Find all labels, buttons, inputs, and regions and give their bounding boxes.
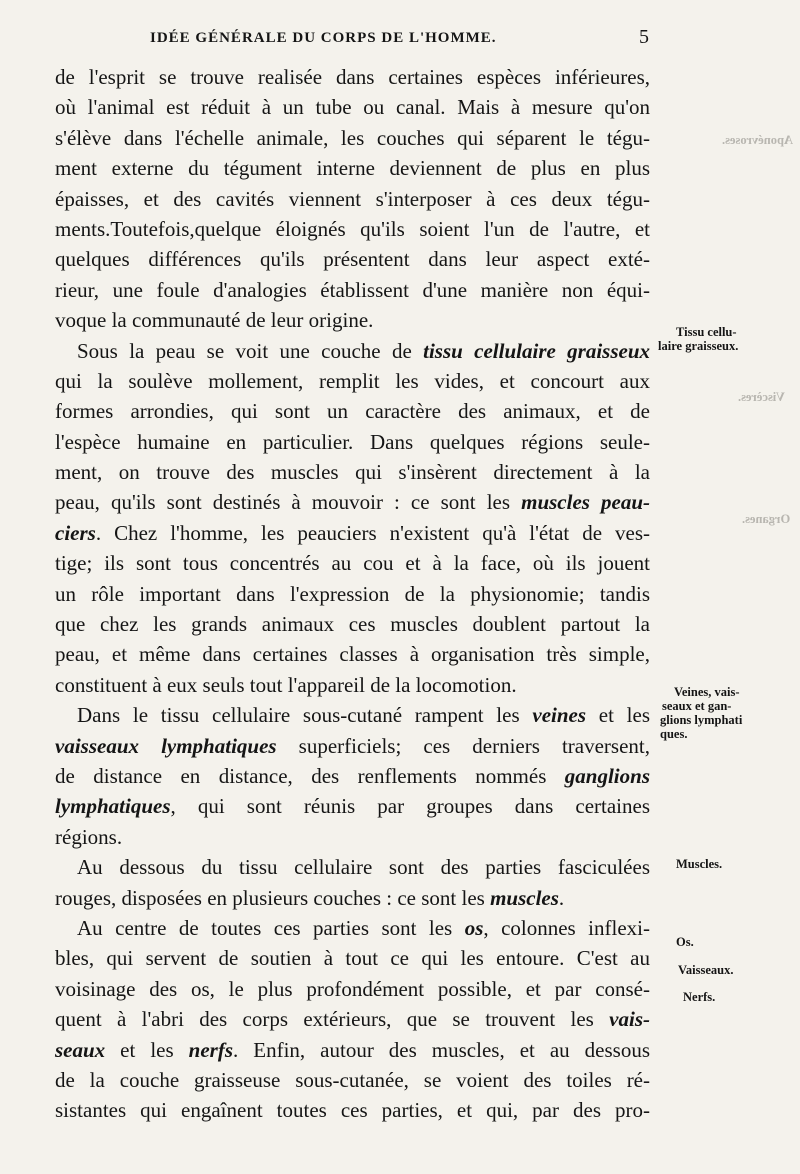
emphasis-term: os — [464, 915, 484, 940]
margin-note-line: laire graisseux. — [658, 339, 739, 353]
emphasis-term: seaux — [55, 1037, 106, 1062]
text-line: qui la soulève mollement, remplit les vides, et concourt aux — [55, 368, 650, 393]
text-line: quent à l'abri des corps extérieurs, que se trouvent les vais- — [55, 1007, 650, 1032]
margin-note-line: Nerfs. — [683, 990, 716, 1004]
margin-note-muscles — [676, 857, 722, 871]
emphasis-term: lymphatiques — [55, 794, 171, 819]
emphasis-term: ciers — [55, 520, 96, 545]
body-text — [55, 62, 650, 1126]
text-line: Au dessous du tissu cellulaire sont des parties fasciculées — [77, 855, 650, 880]
emphasis-term: vais- — [609, 1007, 650, 1032]
text-line: voisinage des os, le plus profondément possible, et par consé- — [55, 976, 650, 1001]
margin-note-line: Vaisseaux. — [678, 963, 734, 977]
text-line: voque la communauté de leur origine. — [55, 308, 374, 333]
text-line: tige; ils sont tous concentrés au cou et à la face, où ils jouent — [55, 551, 650, 576]
text-line: épaisses, et des cavités viennent s'interposer à ces deux tégu- — [55, 186, 650, 211]
text-line: Au centre de toutes ces parties sont les os, colonnes inflexi- — [77, 915, 650, 940]
text-line: lymphatiques, qui sont réunis par groupes dans certaines — [55, 794, 650, 819]
page-number: 5 — [639, 26, 650, 48]
text-line: sistantes qui engaînent toutes ces parties, et qui, par des pro- — [55, 1098, 650, 1123]
text-line: ciers. Chez l'homme, les peauciers n'existent qu'à l'état de ves- — [55, 520, 650, 545]
show-through-text: Organes. — [742, 512, 791, 526]
text-line: seaux et les nerfs. Enfin, autour des muscles, et au dessous — [55, 1037, 650, 1062]
text-line: s'élève dans l'échelle animale, les couches qui séparent le tégu- — [55, 125, 650, 150]
margin-note-tissu — [658, 325, 738, 353]
text-line: ment externe du tégument interne deviennent de plus en plus — [55, 156, 650, 181]
text-line: peau, qu'ils sont destinés à mouvoir : ce sont les muscles peau- — [55, 490, 650, 515]
text-line: quelques différences qu'ils présentent dans leur aspect exté- — [55, 247, 650, 272]
margin-note-line: Veines, vais- — [674, 685, 740, 699]
margin-note-nerfs — [683, 990, 715, 1004]
margin-note-veines — [660, 685, 742, 741]
emphasis-term: ganglions — [564, 763, 650, 788]
text-line: rouges, disposées en plusieurs couches : ce sont les muscles. — [55, 885, 565, 910]
text-line: de la couche graisseuse sous-cutanée, se voient des toiles ré- — [55, 1067, 650, 1092]
text-line: que chez les grands animaux ces muscles doublent partout la — [55, 612, 650, 637]
margin-note-line: seaux et gan- — [662, 699, 732, 713]
text-line: ment, on trouve des muscles qui s'insèrent directement à la — [55, 460, 650, 485]
margin-note-line: Os. — [676, 935, 694, 949]
text-line: régions. — [55, 824, 123, 849]
margin-note-vaisseaux — [678, 963, 733, 977]
margin-note-line: Muscles. — [676, 857, 723, 871]
margin-note-line: Tissu cellu- — [676, 325, 737, 339]
show-through-text: Aponévroses. — [722, 133, 793, 147]
text-line: un rôle important dans l'expression de la physionomie; tandis — [55, 581, 650, 606]
text-line: de distance en distance, des renflements nommés ganglions — [55, 763, 650, 788]
text-line: l'espèce humaine en particulier. Dans quelques régions seule- — [55, 429, 650, 454]
margin-note-os — [676, 935, 694, 949]
text-line: peau, et même dans certaines classes à organisation très simple, — [55, 642, 650, 667]
text-line: Dans le tissu cellulaire sous-cutané rampent les veines et les — [77, 703, 650, 728]
emphasis-term: muscles peau- — [521, 490, 650, 515]
margin-note-line: glions lymphati — [660, 713, 743, 727]
running-title: IDÉE GÉNÉRALE DU CORPS DE L'HOMME. — [150, 30, 497, 46]
text-line: de l'esprit se trouve realisée dans certaines espèces inférieures, — [55, 65, 650, 89]
text-line: où l'animal est réduit à un tube ou canal. Mais à mesure qu'on — [55, 95, 650, 120]
margin-note-line: ques. — [660, 727, 688, 741]
emphasis-term: muscles — [490, 885, 559, 910]
emphasis-term: nerfs — [188, 1037, 234, 1062]
show-through-text: Viscères. — [738, 390, 785, 404]
text-line: vaisseaux lymphatiques superficiels; ces derniers traversent, — [55, 733, 651, 758]
emphasis-term: veines — [532, 703, 587, 728]
emphasis-term: vaisseaux lymphatiques — [55, 733, 277, 758]
text-line: bles, qui servent de soutien à tout ce qui les entoure. C'est au — [55, 946, 650, 971]
text-line: formes arrondies, qui sont un caractère des animaux, et de — [55, 399, 650, 424]
text-line: Sous la peau se voit une couche de tissu cellulaire graisseux — [77, 338, 650, 363]
text-line: rieur, une foule d'analogies établissent d'une manière non équi- — [55, 277, 650, 302]
emphasis-term: tissu cellulaire graisseux — [423, 338, 650, 363]
text-line: constituent à eux seuls tout l'appareil de la locomotion. — [55, 672, 517, 697]
text-line: ments.Toutefois,quelque éloignés qu'ils soient l'un de l'autre, et — [55, 216, 650, 241]
